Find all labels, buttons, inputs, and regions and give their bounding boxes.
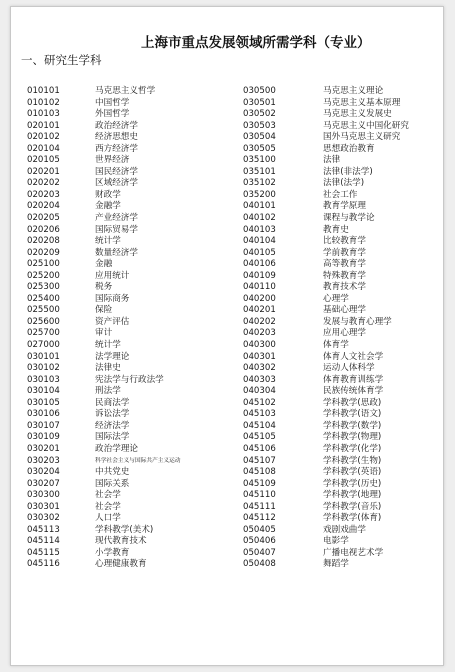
table-row	[27, 340, 437, 352]
subject-name: 马克思主义中国化研究	[323, 120, 409, 131]
subject-name: 区域经济学	[95, 178, 138, 189]
table-row	[27, 282, 437, 294]
subject-code: 020202	[27, 178, 60, 189]
table-row	[27, 502, 437, 514]
subject-name: 思想政治教育	[323, 143, 375, 154]
subject-name: 中国哲学	[95, 97, 130, 108]
subject-name: 法律	[323, 155, 341, 166]
subject-code: 040104	[243, 236, 276, 247]
subject-code: 020205	[27, 213, 60, 224]
subject-name: 学科教学(地理)	[323, 490, 382, 501]
subject-name: 法律史	[95, 363, 121, 374]
table-row	[27, 328, 437, 340]
subject-code: 045112	[243, 513, 276, 524]
subject-code: 030500	[243, 86, 276, 96]
subject-code: 030201	[27, 443, 60, 454]
subject-name: 经济思想史	[95, 132, 138, 143]
subject-code: 025500	[27, 305, 60, 316]
subject-name: 基础心理学	[323, 305, 366, 316]
table-row	[27, 559, 437, 571]
subject-code: 025100	[27, 259, 60, 270]
subject-name: 中共党史	[95, 467, 130, 478]
subject-code: 035100	[243, 155, 276, 166]
page-title: 上海市重点发展领域所需学科（专业）	[141, 35, 371, 51]
subject-name: 国际商务	[95, 293, 130, 304]
subject-code: 040110	[243, 282, 276, 293]
subject-code: 045115	[27, 547, 60, 558]
table-row	[27, 248, 437, 260]
table-row	[27, 479, 437, 491]
subject-name: 教育史	[323, 224, 349, 235]
subject-name: 国民经济学	[95, 166, 138, 177]
subject-code: 020203	[27, 189, 60, 200]
table-row	[27, 155, 437, 167]
subject-name: 社会工作	[323, 189, 358, 200]
subject-name: 学科教学(思政)	[323, 397, 382, 408]
subject-name: 诉讼法学	[95, 409, 130, 420]
table-row	[27, 305, 437, 317]
subject-code: 050408	[243, 559, 276, 570]
table-row	[27, 225, 437, 237]
table-row	[27, 201, 437, 213]
subject-name: 金融学	[95, 201, 121, 212]
table-row	[27, 132, 437, 144]
subject-code: 045109	[243, 478, 276, 489]
subject-code: 030501	[243, 97, 276, 108]
subject-name: 资产评估	[95, 316, 130, 327]
subject-code: 030101	[27, 351, 60, 362]
subject-code: 040103	[243, 224, 276, 235]
table-row	[27, 444, 437, 456]
subject-code: 050407	[243, 547, 276, 558]
subject-code: 045111	[243, 501, 276, 512]
subject-code: 050405	[243, 524, 276, 535]
subject-name: 统计学	[95, 236, 121, 247]
subject-name: 数量经济学	[95, 247, 138, 258]
subject-name: 宪法学与行政法学	[95, 374, 164, 385]
subject-name: 舞蹈学	[323, 559, 349, 570]
subject-code: 030102	[27, 363, 60, 374]
subject-code: 010103	[27, 109, 60, 120]
table-row	[27, 317, 437, 329]
subject-name: 学科教学(音乐)	[323, 501, 382, 512]
subject-name: 马克思主义哲学	[95, 86, 156, 96]
table-row	[27, 98, 437, 110]
subject-code: 045108	[243, 467, 276, 478]
subject-code: 035101	[243, 166, 276, 177]
subject-code: 030103	[27, 374, 60, 385]
subject-name: 学科教学(历史)	[323, 478, 382, 489]
subject-name: 学科教学(生物)	[323, 455, 382, 466]
subject-code: 040202	[243, 316, 276, 327]
table-row	[27, 109, 437, 121]
subject-name: 学科教学(化学)	[323, 443, 382, 454]
subject-code: 030302	[27, 513, 60, 524]
subject-name: 国际法学	[95, 432, 130, 443]
subject-code: 040303	[243, 374, 276, 385]
subject-name: 电影学	[323, 536, 349, 547]
subject-name: 产业经济学	[95, 213, 138, 224]
subject-code: 030107	[27, 420, 60, 431]
subject-name: 学科教学(物理)	[323, 432, 382, 443]
subject-name: 学科教学(数学)	[323, 420, 382, 431]
subject-name: 社会学	[95, 501, 121, 512]
subject-name: 统计学	[95, 340, 121, 351]
subject-name: 保险	[95, 305, 113, 316]
table-row	[27, 190, 437, 202]
subject-name: 学科教学(英语)	[323, 467, 382, 478]
subject-name: 外国哲学	[95, 109, 130, 120]
subject-code: 035200	[243, 189, 276, 200]
subject-code: 010101	[27, 86, 60, 96]
table-row	[27, 398, 437, 410]
subject-code: 025200	[27, 270, 60, 281]
table-row	[27, 409, 437, 421]
table-row	[27, 536, 437, 548]
subject-name: 法律(非法学)	[323, 166, 373, 177]
table-row	[27, 421, 437, 433]
table-row	[27, 513, 437, 525]
subject-name: 国际关系	[95, 478, 130, 489]
table-row	[27, 352, 437, 364]
subject-code: 040109	[243, 270, 276, 281]
table-row	[27, 213, 437, 225]
subject-code: 025600	[27, 316, 60, 327]
subject-name: 学科教学(美术)	[95, 524, 154, 535]
subject-code: 045104	[243, 420, 276, 431]
subject-code: 025400	[27, 293, 60, 304]
subject-code: 010102	[27, 97, 60, 108]
table-row	[27, 490, 437, 502]
table-row	[27, 432, 437, 444]
subject-name: 金融	[95, 259, 113, 270]
subject-code: 040102	[243, 213, 276, 224]
subject-code: 020102	[27, 132, 60, 143]
subject-code: 050406	[243, 536, 276, 547]
table-row	[27, 456, 437, 468]
subject-name: 法学理论	[95, 351, 130, 362]
subject-code: 020206	[27, 224, 60, 235]
subject-name: 审计	[95, 328, 113, 339]
subject-code: 030300	[27, 490, 60, 501]
subject-name: 广播电视艺术学	[323, 547, 384, 558]
subject-code: 020209	[27, 247, 60, 258]
subject-name: 马克思主义基本原理	[323, 97, 401, 108]
subject-name: 体育学	[323, 340, 349, 351]
subject-name: 运动人体科学	[323, 363, 375, 374]
subject-code: 040201	[243, 305, 276, 316]
subject-name: 刑法学	[95, 386, 121, 397]
subject-code: 040300	[243, 340, 276, 351]
subject-code: 040106	[243, 259, 276, 270]
table-row	[27, 548, 437, 560]
subject-code: 045114	[27, 536, 60, 547]
subject-code: 030203	[27, 455, 60, 466]
subject-code: 040302	[243, 363, 276, 374]
subject-code: 040105	[243, 247, 276, 258]
subject-code: 040101	[243, 201, 276, 212]
subject-code: 030502	[243, 109, 276, 120]
subject-name: 政治经济学	[95, 120, 138, 131]
subject-name: 发展与教育心理学	[323, 316, 392, 327]
subject-name: 小学教育	[95, 547, 130, 558]
subject-name: 比较教育学	[323, 236, 366, 247]
subject-name: 课程与教学论	[323, 213, 375, 224]
table-row	[27, 178, 437, 190]
subject-name: 国际贸易学	[95, 224, 138, 235]
subject-code: 040200	[243, 293, 276, 304]
subject-name: 学科教学(体育)	[323, 513, 382, 524]
table-row	[27, 294, 437, 306]
table-row	[27, 375, 437, 387]
table-row	[27, 259, 437, 271]
subject-name: 马克思主义发展史	[323, 109, 392, 120]
subject-table	[27, 86, 437, 571]
subject-code: 045102	[243, 397, 276, 408]
subject-code: 030105	[27, 397, 60, 408]
subject-code: 025700	[27, 328, 60, 339]
subject-name: 体育人文社会学	[323, 351, 384, 362]
subject-code: 045106	[243, 443, 276, 454]
subject-name: 科学社会主义与国际共产主义运动	[95, 457, 181, 464]
subject-code: 020204	[27, 201, 60, 212]
subject-code: 045107	[243, 455, 276, 466]
subject-code: 030207	[27, 478, 60, 489]
subject-name: 法律(法学)	[323, 178, 365, 189]
section-heading: 一、研究生学科	[21, 53, 102, 67]
subject-name: 体育教育训练学	[323, 374, 384, 385]
subject-name: 特殊教育学	[323, 270, 366, 281]
subject-code: 040203	[243, 328, 276, 339]
table-row	[27, 525, 437, 537]
subject-name: 国外马克思主义研究	[323, 132, 401, 143]
subject-code: 020101	[27, 120, 60, 131]
table-row	[27, 363, 437, 375]
subject-code: 045113	[27, 524, 60, 535]
subject-code: 025300	[27, 282, 60, 293]
subject-name: 心理学	[323, 293, 349, 304]
subject-name: 应用心理学	[323, 328, 366, 339]
table-row	[27, 271, 437, 283]
subject-name: 现代教育技术	[95, 536, 147, 547]
table-row	[27, 121, 437, 133]
subject-name: 民族传统体育学	[323, 386, 384, 397]
subject-name: 社会学	[95, 490, 121, 501]
subject-code: 027000	[27, 340, 60, 351]
subject-code: 030204	[27, 467, 60, 478]
subject-name: 高等教育学	[323, 259, 366, 270]
subject-code: 045105	[243, 432, 276, 443]
subject-code: 040301	[243, 351, 276, 362]
subject-code: 030503	[243, 120, 276, 131]
subject-name: 心理健康教育	[95, 559, 147, 570]
subject-name: 民商法学	[95, 397, 130, 408]
table-row	[27, 86, 437, 98]
subject-name: 经济法学	[95, 420, 130, 431]
subject-name: 应用统计	[95, 270, 130, 281]
subject-name: 学前教育学	[323, 247, 366, 258]
subject-code: 030504	[243, 132, 276, 143]
subject-name: 财政学	[95, 189, 121, 200]
table-row	[27, 167, 437, 179]
subject-name: 西方经济学	[95, 143, 138, 154]
subject-name: 教育技术学	[323, 282, 366, 293]
subject-name: 人口学	[95, 513, 121, 524]
subject-code: 020104	[27, 143, 60, 154]
subject-code: 030106	[27, 409, 60, 420]
subject-code: 030104	[27, 386, 60, 397]
subject-code: 040304	[243, 386, 276, 397]
subject-code: 020201	[27, 166, 60, 177]
subject-code: 020105	[27, 155, 60, 166]
subject-name: 戏剧戏曲学	[323, 524, 366, 535]
subject-code: 035102	[243, 178, 276, 189]
subject-code: 045116	[27, 559, 60, 570]
subject-name: 教育学原理	[323, 201, 366, 212]
subject-code: 045103	[243, 409, 276, 420]
subject-code: 030109	[27, 432, 60, 443]
subject-name: 税务	[95, 282, 113, 293]
subject-name: 世界经济	[95, 155, 130, 166]
subject-code: 020208	[27, 236, 60, 247]
subject-code: 045110	[243, 490, 276, 501]
table-row	[27, 144, 437, 156]
table-row	[27, 236, 437, 248]
subject-code: 030505	[243, 143, 276, 154]
subject-code: 030301	[27, 501, 60, 512]
table-row	[27, 386, 437, 398]
document-page	[10, 6, 444, 666]
subject-name: 学科教学(语文)	[323, 409, 382, 420]
subject-name: 政治学理论	[95, 443, 138, 454]
table-row	[27, 467, 437, 479]
subject-name: 马克思主义理论	[323, 86, 384, 96]
